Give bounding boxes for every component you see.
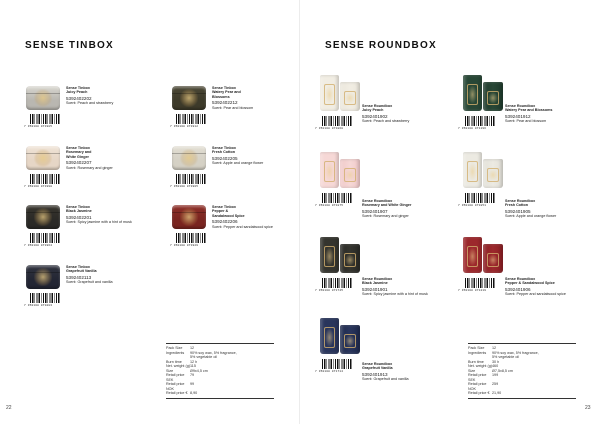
tinbox-image [172, 146, 208, 192]
tinbox-image [26, 146, 62, 192]
product-scent: Scent: Grapefruit and vanilla [362, 377, 409, 382]
roundbox-image [315, 318, 360, 386]
tin-candle-icon [172, 86, 206, 110]
spec-row [166, 382, 274, 391]
product-name-line: Sense Roundbox [362, 277, 393, 281]
spec-label: Retail price SEK [468, 373, 487, 382]
product-scent: Scent: Peach and strawberry [362, 119, 410, 124]
jar-label [487, 168, 499, 182]
spec-row [468, 391, 576, 396]
product-name-line: Sense Roundbox [362, 362, 393, 366]
product-name-line: Blossoms [212, 94, 230, 99]
spec-value: Ø7,5x8,5 cm [492, 368, 513, 373]
spec-label: Size [468, 368, 476, 373]
product-name-line: Sense Tinbox [66, 265, 90, 269]
floral-motif-icon [34, 149, 52, 167]
barcode-icon [322, 116, 352, 126]
spec-label: Retail price NOK [468, 382, 487, 391]
product-code: 5392401901 [362, 286, 388, 292]
barcode-icon [30, 114, 60, 124]
product-name-line: Sense Tinbox [66, 146, 90, 150]
spec-value: 99 [190, 382, 195, 386]
lid-edge [172, 93, 206, 94]
product-name-line: Grapefruit Vanilla [362, 366, 393, 371]
page-number: 22 [6, 405, 12, 411]
spec-label: Net. weight (g) [166, 364, 190, 368]
roundbox-image [458, 75, 503, 143]
barcode-number: 7 350108 071912 [170, 125, 199, 128]
spec-label: Retail price SEK [166, 373, 185, 382]
product-code: 5392402113 [66, 274, 92, 280]
floral-motif-icon [180, 208, 198, 226]
spec-row [468, 373, 576, 382]
product-code: 5392402205 [212, 155, 238, 161]
spec-value: 460 [492, 364, 499, 368]
product-name-line: Watery Pear and Blossoms [505, 108, 553, 113]
floral-motif-icon [34, 89, 52, 107]
product-scent: Scent: Rosemary and ginger [66, 165, 113, 170]
spec-label: Burn time [166, 359, 182, 364]
glass-candle-icon [340, 325, 360, 354]
tinbox-image [172, 86, 208, 132]
glass-candle-icon [340, 244, 360, 273]
spec-value: 5% vegetable oil [190, 355, 218, 359]
spec-label: Ingredients [468, 350, 487, 355]
product-info [212, 146, 298, 166]
section-heading-roundbox: SENSE ROUNDBOX [325, 40, 437, 51]
floral-motif-icon [34, 268, 52, 286]
product-name-line: Sense Roundbox [362, 104, 393, 108]
product-info [212, 86, 298, 110]
tin-candle-icon [172, 205, 206, 229]
product-scent: Scent: Pepper and sandalwood spice [505, 292, 566, 297]
barcode-icon [322, 193, 352, 203]
product-name-line: Juicy Peach [362, 108, 384, 113]
box-label [467, 246, 478, 267]
spec-label: Pack Size [166, 346, 183, 350]
product-code: 5392401905 [505, 208, 531, 214]
product-name-line: Sense Tinbox [66, 86, 90, 90]
product-name-line: Watery Pear and [212, 90, 241, 95]
product-scent: Scent: Pear and blossom [212, 105, 254, 110]
jar-label [487, 253, 499, 267]
box-label [467, 161, 478, 182]
product-info [66, 265, 152, 285]
spec-value: Ø9x4,5 cm [190, 368, 208, 373]
jar-label [344, 168, 356, 182]
product-code: 5392402201 [66, 214, 92, 220]
product-info [362, 362, 448, 382]
box-label [467, 84, 478, 105]
product-info [362, 199, 448, 219]
jar-label [487, 91, 499, 105]
tin-candle-icon [172, 146, 206, 170]
gift-box-icon [463, 237, 482, 273]
barcode-icon [176, 174, 206, 184]
right-page [300, 0, 600, 424]
product-code: 5392402207 [66, 160, 92, 166]
tinbox-specs-table [166, 343, 274, 399]
product-name-line: Sense Roundbox [362, 199, 393, 203]
glass-candle-icon [340, 159, 360, 188]
lid-edge [26, 93, 60, 94]
product-name-line: Fresh Cotton [212, 150, 235, 155]
glass-candle-icon [483, 244, 503, 273]
barcode-icon [465, 116, 495, 126]
barcode-number: 7 350108 071964 [24, 244, 53, 247]
product-scent: Scent: Peach and strawberry [66, 101, 114, 106]
spec-value: 12 h [190, 359, 198, 364]
spec-label: Retail price € [468, 391, 490, 395]
spec-label: Retail price € [166, 391, 188, 395]
product-code: 5392401902 [362, 113, 388, 119]
barcode-number: 7 350108 071219 [458, 289, 487, 292]
glass-candle-icon [483, 159, 503, 188]
product-name-line: Black Jasmine [66, 209, 92, 214]
spec-value: 30 h [492, 359, 500, 364]
tinbox-image [26, 86, 62, 132]
product-info [362, 277, 448, 297]
roundbox-image [458, 237, 503, 305]
tinbox-image [26, 265, 62, 311]
lid-edge [26, 272, 60, 273]
spec-value: 259 [492, 382, 499, 386]
box-label [324, 246, 335, 267]
product-scent: Scent: Apple and orange flower [212, 161, 264, 166]
spec-value: 90% soy wax, 5% fragrance, [190, 350, 237, 355]
spec-label: Size [166, 368, 174, 373]
glass-candle-icon [483, 82, 503, 111]
jar-label [344, 334, 356, 348]
product-scent: Scent: Grapefruit and vanilla [66, 280, 113, 285]
product-code: 5392401913 [362, 371, 388, 377]
product-info [66, 146, 152, 170]
roundbox-image [315, 75, 360, 143]
spec-value: 12 [492, 346, 497, 350]
spec-value: 21,90 [492, 391, 502, 395]
gift-box-icon [463, 75, 482, 111]
gift-box-icon [463, 152, 482, 188]
barcode-number: 7 350108 071998 [24, 185, 53, 188]
product-scent: Scent: Rosemary and ginger [362, 214, 409, 219]
roundbox-image [315, 152, 360, 220]
spec-label: Retail price NOK [166, 382, 185, 391]
spec-value: 199 [492, 373, 499, 377]
barcode-icon [30, 233, 60, 243]
barcode-number: 7 350108 071714 [315, 370, 344, 373]
product-name-line: White Ginger [66, 154, 89, 159]
jar-label [344, 253, 356, 267]
product-scent: Scent: Spicy jasmine with a hint of musk [66, 220, 132, 225]
barcode-number: 7 350108 071905 [170, 185, 199, 188]
barcode-icon [465, 278, 495, 288]
spec-row [468, 382, 576, 391]
product-name-line: Rosemary and [66, 150, 92, 155]
gift-box-icon [320, 237, 339, 273]
product-name-line: Pepper & Sandalwood Spice [505, 281, 555, 286]
tinbox-image [172, 205, 208, 251]
spec-value: 5% vegetable oil [492, 355, 520, 359]
spec-label: Pack Size [468, 346, 485, 350]
product-scent: Scent: Spicy jasmine with a hint of musk [362, 292, 428, 297]
barcode-icon [30, 174, 60, 184]
gift-box-icon [320, 75, 339, 111]
spec-label: Ingredients [166, 350, 185, 355]
floral-motif-icon [180, 149, 198, 167]
roundbox-image [458, 152, 503, 220]
roundbox-image [315, 237, 360, 305]
barcode-number: 7 350108 071875 [315, 204, 344, 207]
tinbox-image [26, 205, 62, 251]
barcode-number: 7 350108 071868 [315, 127, 344, 130]
gift-box-icon [320, 318, 339, 354]
product-info [66, 205, 152, 225]
barcode-icon [176, 233, 206, 243]
section-heading-tinbox: SENSE TINBOX [25, 40, 114, 51]
page-number: 23 [585, 405, 591, 411]
product-name-line: Sense Roundbox [505, 104, 536, 108]
barcode-icon [465, 193, 495, 203]
barcode-number: 7 350108 071745 [315, 289, 344, 292]
barcode-icon [30, 293, 60, 303]
lid-edge [172, 212, 206, 213]
product-info [505, 104, 591, 124]
product-code: 5392401907 [362, 208, 388, 214]
tin-candle-icon [26, 146, 60, 170]
lid-edge [172, 153, 206, 154]
glass-candle-icon [340, 82, 360, 111]
spec-value: 115 [190, 364, 196, 368]
spec-value: 12 [190, 346, 195, 350]
product-name-line: Sandalwood Spice [212, 213, 245, 218]
barcode-number: 7 350108 071083 [24, 304, 53, 307]
spec-label: Net. weight (g) [468, 364, 492, 368]
product-info [505, 199, 591, 219]
lid-edge [26, 212, 60, 213]
barcode-number: 7 350108 071196 [458, 127, 487, 130]
product-name-line: Pepper & [212, 209, 229, 214]
product-code: 5392402212 [212, 100, 238, 106]
floral-motif-icon [180, 89, 198, 107]
spec-value: 90% soy wax, 5% fragrance, [492, 350, 539, 355]
spec-value: 79 [190, 373, 195, 377]
product-code: 5392401906 [505, 286, 531, 292]
product-info [362, 104, 448, 124]
roundbox-specs-table [468, 343, 576, 399]
lid-edge [26, 153, 60, 154]
jar-label [344, 91, 356, 105]
product-name-line: Sense Tinbox [212, 86, 236, 90]
spec-label: Burn time [468, 359, 484, 364]
floral-motif-icon [34, 208, 52, 226]
barcode-number: 7 350108 071851 [458, 204, 487, 207]
tin-candle-icon [26, 205, 60, 229]
barcode-number: 7 350108 071985 [24, 125, 53, 128]
product-name-line: Sense Roundbox [505, 277, 536, 281]
tin-candle-icon [26, 265, 60, 289]
product-name-line: Rosemary and White Ginger [362, 203, 412, 208]
box-label [324, 161, 335, 182]
product-code: 5392401912 [505, 113, 531, 119]
product-name-line: Sense Tinbox [212, 146, 236, 150]
product-code: 5392402202 [66, 95, 92, 101]
barcode-number: 7 350108 071929 [170, 244, 199, 247]
product-scent: Scent: Pear and blossom [505, 119, 547, 124]
product-info [505, 277, 591, 297]
spec-row [166, 373, 274, 382]
spec-value: 8,90 [190, 391, 198, 395]
product-name-line: Sense Tinbox [66, 205, 90, 209]
barcode-icon [322, 359, 352, 369]
product-scent: Scent: Pepper and sandalwood spice [212, 224, 273, 229]
product-name-line: Sense Roundbox [505, 199, 536, 203]
product-code: 5392402206 [212, 219, 238, 225]
product-name-line: Fresh Cotton [505, 203, 528, 208]
product-name-line: Juicy Peach [66, 90, 88, 95]
product-name-line: Black Jasmine [362, 281, 388, 286]
barcode-icon [322, 278, 352, 288]
tin-candle-icon [26, 86, 60, 110]
box-label [324, 327, 335, 348]
box-label [324, 84, 335, 105]
product-name-line: Grapefruit Vanilla [66, 269, 97, 274]
spec-row [166, 391, 274, 396]
product-name-line: Sense Tinbox [212, 205, 236, 209]
gift-box-icon [320, 152, 339, 188]
product-scent: Scent: Apple and orange flower [505, 214, 557, 219]
product-info [66, 86, 152, 106]
barcode-icon [176, 114, 206, 124]
product-info [212, 205, 298, 229]
